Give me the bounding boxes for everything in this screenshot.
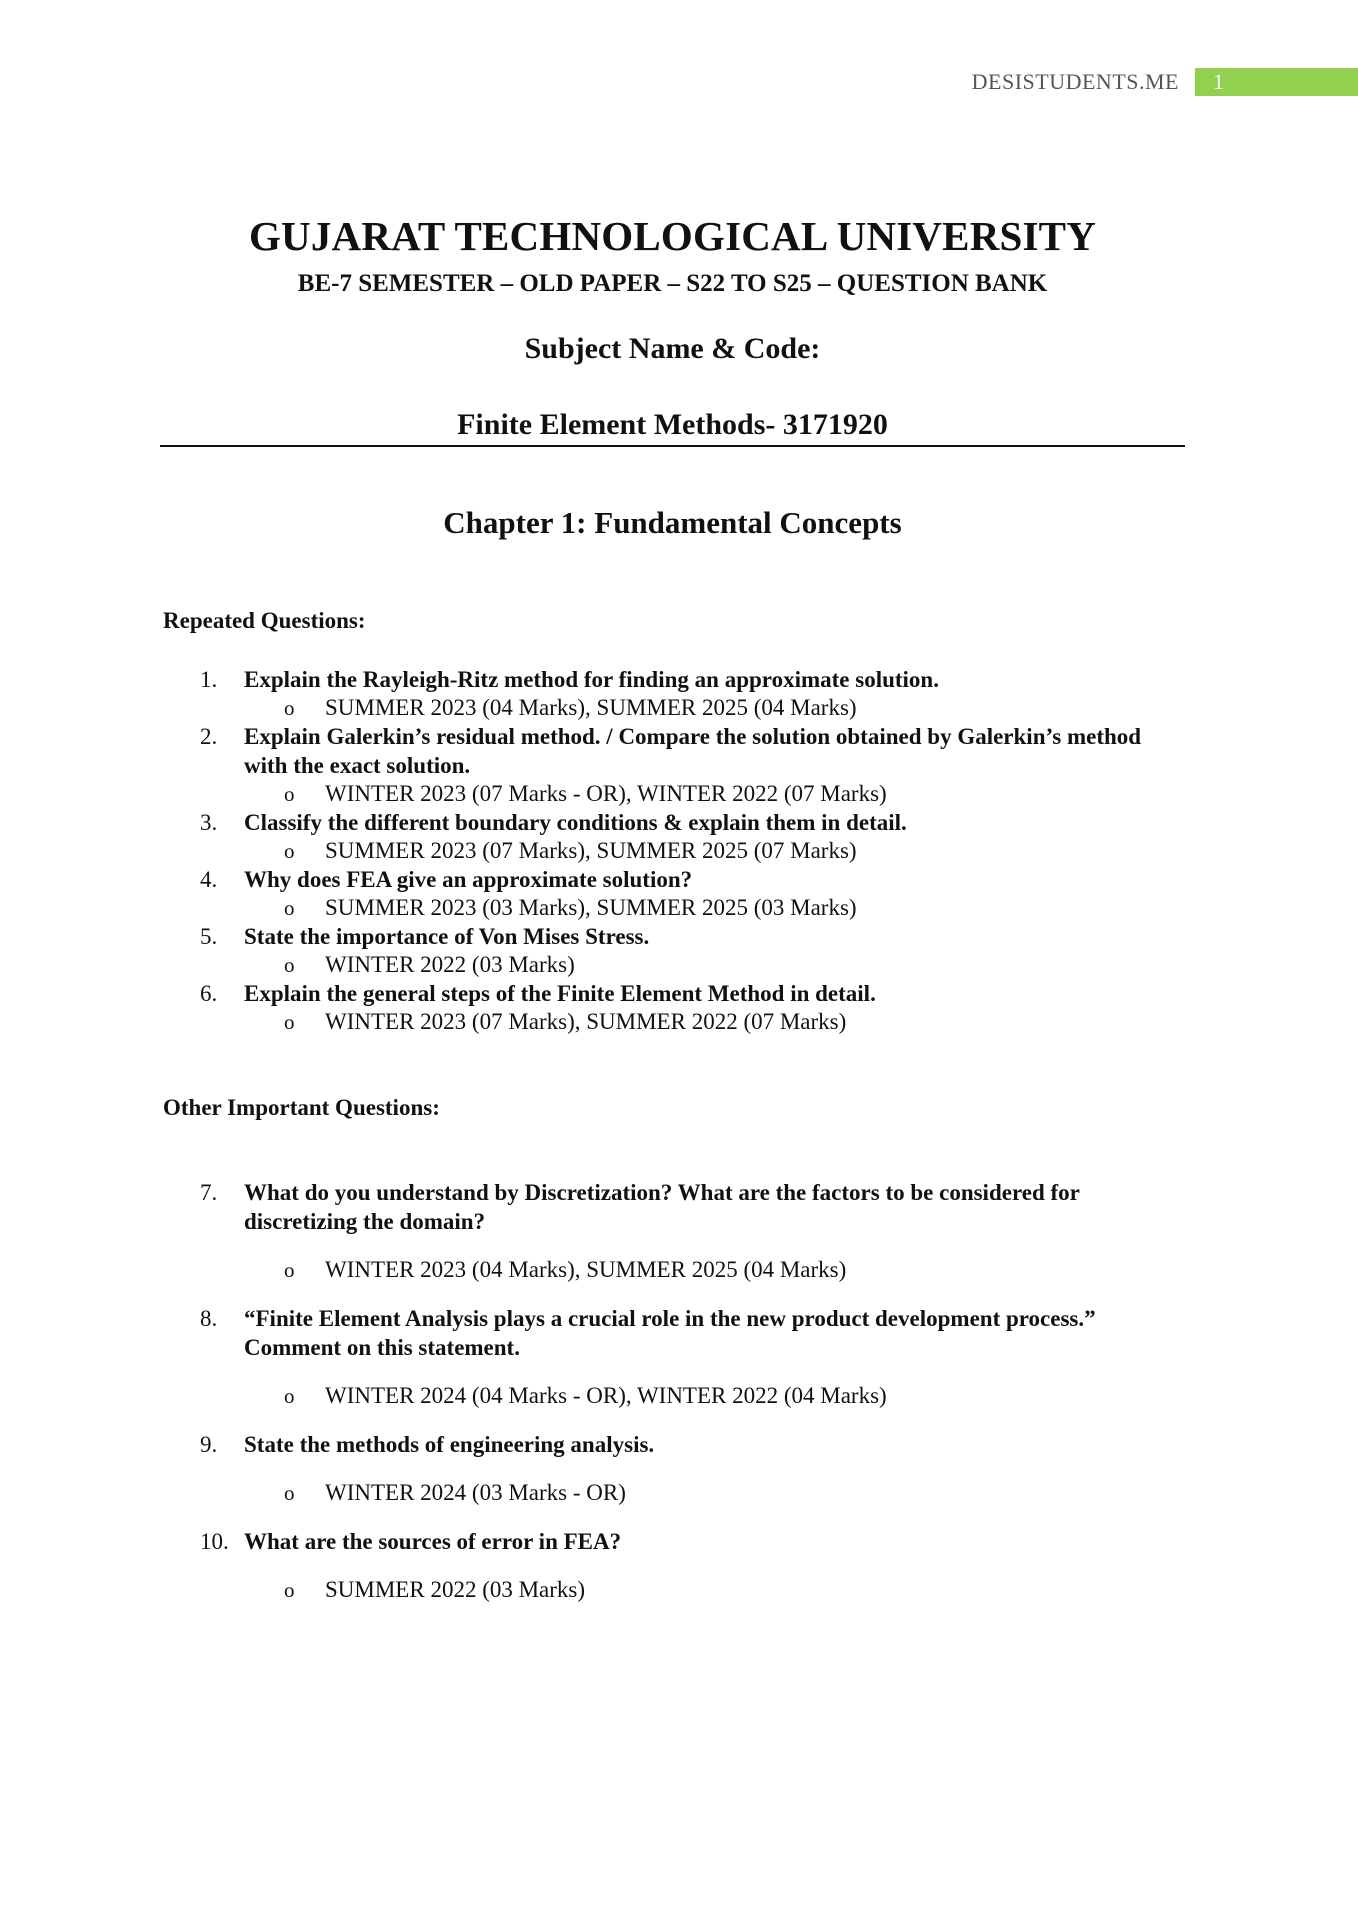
- repeated-questions-list: [0, 665, 1358, 1036]
- question-item: [0, 865, 1358, 922]
- exam-reference-text: WINTER 2023 (07 Marks), SUMMER 2022 (07 Marks): [325, 1009, 847, 1034]
- question-item: [0, 922, 1358, 979]
- page-number-badge: [1195, 68, 1358, 96]
- question-exam-reference: [244, 894, 1358, 922]
- question-number: 2.: [200, 724, 218, 749]
- site-name: DESISTUDENTS.ME: [971, 69, 1179, 94]
- question-text: Explain Galerkin’s residual method. / Compare the solution obtained by Galerkin’s method with the exact solution.: [244, 724, 1142, 778]
- question-exam-reference: [244, 780, 1358, 808]
- question-item: [0, 1430, 1358, 1507]
- question-number: 6.: [200, 981, 218, 1006]
- question-number: 10.: [200, 1529, 229, 1554]
- question-exam-reference: [244, 694, 1358, 722]
- question-text: Explain the Rayleigh-Ritz method for finding an approximate solution.: [244, 667, 939, 692]
- question-text: What do you understand by Discretization? What are the factors to be considered for discretizing the domain?: [244, 1180, 1080, 1234]
- question-text: State the importance of Von Mises Stress.: [244, 924, 650, 949]
- question-exam-reference: [244, 837, 1358, 865]
- other-questions-list: [0, 1178, 1358, 1624]
- question-item: [0, 1527, 1358, 1604]
- other-questions-heading: Other Important Questions:: [163, 1095, 440, 1120]
- question-text: Why does FEA give an approximate solution?: [244, 867, 693, 892]
- question-text: Classify the different boundary conditions & explain them in detail.: [244, 810, 907, 835]
- page-header: [972, 68, 1358, 96]
- question-item: [0, 722, 1358, 808]
- exam-reference-text: SUMMER 2023 (03 Marks), SUMMER 2025 (03 Marks): [325, 895, 857, 920]
- bullet-marker: o: [284, 696, 295, 720]
- question-number: 1.: [200, 667, 218, 692]
- bullet-marker: o: [284, 1481, 295, 1505]
- question-number: 8.: [200, 1306, 218, 1331]
- question-item: [0, 1178, 1358, 1284]
- exam-reference-text: WINTER 2024 (03 Marks - OR): [325, 1480, 626, 1505]
- subject-label: Subject Name & Code:: [524, 332, 821, 365]
- divider-line: [160, 445, 1185, 447]
- exam-reference-text: WINTER 2024 (04 Marks - OR), WINTER 2022 (04 Marks): [325, 1383, 887, 1408]
- question-text: Explain the general steps of the Finite Element Method in detail.: [244, 981, 876, 1006]
- question-exam-reference: [244, 1382, 1358, 1410]
- question-exam-reference: [244, 1576, 1358, 1604]
- question-number: 4.: [200, 867, 218, 892]
- page-number: 1: [1213, 69, 1224, 94]
- question-number: 3.: [200, 810, 218, 835]
- question-exam-reference: [244, 1479, 1358, 1507]
- document-subtitle: BE-7 SEMESTER – OLD PAPER – S22 TO S25 – QUESTION BANK: [297, 270, 1048, 297]
- question-number: 5.: [200, 924, 218, 949]
- exam-reference-text: WINTER 2022 (03 Marks): [325, 952, 575, 977]
- question-item: [0, 808, 1358, 865]
- question-exam-reference: [244, 951, 1358, 979]
- exam-reference-text: SUMMER 2023 (04 Marks), SUMMER 2025 (04 Marks): [325, 695, 857, 720]
- question-text: “Finite Element Analysis plays a crucial role in the new product development process.” Comment on this statement.: [244, 1306, 1096, 1360]
- repeated-questions-heading: Repeated Questions:: [163, 608, 366, 633]
- bullet-marker: o: [284, 1578, 295, 1602]
- question-item: [0, 665, 1358, 722]
- bullet-marker: o: [284, 839, 295, 863]
- bullet-marker: o: [284, 896, 295, 920]
- exam-reference-text: WINTER 2023 (07 Marks - OR), WINTER 2022 (07 Marks): [325, 781, 887, 806]
- bullet-marker: o: [284, 1258, 295, 1282]
- bullet-marker: o: [284, 953, 295, 977]
- question-number: 9.: [200, 1432, 218, 1457]
- university-title: GUJARAT TECHNOLOGICAL UNIVERSITY: [248, 213, 1097, 259]
- question-exam-reference: [244, 1256, 1358, 1284]
- exam-reference-text: WINTER 2023 (04 Marks), SUMMER 2025 (04 Marks): [325, 1257, 847, 1282]
- question-item: [0, 979, 1358, 1036]
- exam-reference-text: SUMMER 2023 (07 Marks), SUMMER 2025 (07 Marks): [325, 838, 857, 863]
- question-text: State the methods of engineering analysis.: [244, 1432, 655, 1457]
- exam-reference-text: SUMMER 2022 (03 Marks): [325, 1577, 586, 1602]
- chapter-title: Chapter 1: Fundamental Concepts: [443, 505, 902, 540]
- bullet-marker: o: [284, 782, 295, 806]
- subject-value: Finite Element Methods- 3171920: [457, 408, 888, 441]
- bullet-marker: o: [284, 1010, 295, 1034]
- bullet-marker: o: [284, 1384, 295, 1408]
- question-exam-reference: [244, 1008, 1358, 1036]
- question-item: [0, 1304, 1358, 1410]
- question-text: What are the sources of error in FEA?: [244, 1529, 622, 1554]
- question-number: 7.: [200, 1180, 218, 1205]
